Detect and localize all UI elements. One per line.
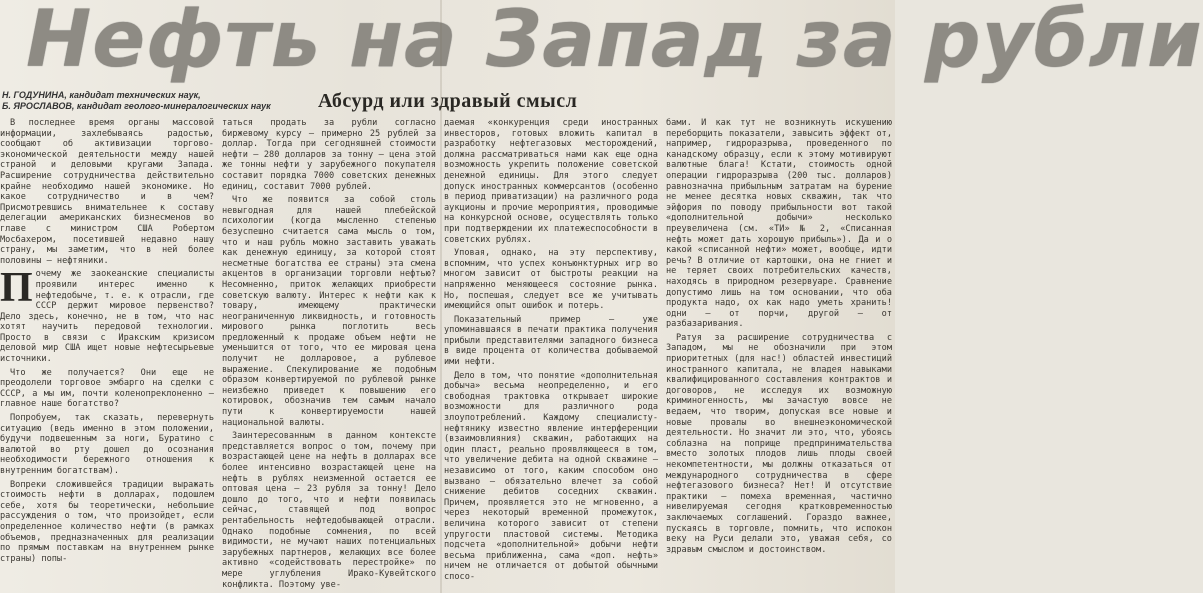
paragraph: Вопреки сложившейся традиции выражать стоимость нефти в долларах, подошлем себе, хотя бы теоретически, небольшие рассуждения о том, что произойдет, если определенное количество нефти (в рамках объемов, предназначенных для реализации по прямым поставкам на внутреннем рынке страны) попы- (0, 479, 214, 564)
paragraph: Уповая, однако, на эту перспективу, вспомним, что успех конъюнктурных игр во многом зависит от быстроты реакции на напряженно меняющееся состояние рынка. Но, поспешая, следует все же учитывать имеющийся опыт ошибок и потерь. (444, 248, 658, 312)
paragraph-dropcap (0, 265, 214, 365)
paragraph: даемая «конкуренция среди иностранных инвесторов, готовых вложить капитал в разработку нефтегазовых месторождений, должна рассматриваться нами как еще одна возможность укрепить положение советской денежной единицы. Для этого следует допуск иностранных коммерсантов (особенно в период приватизации) на различного рода аукционы и прочие мероприятия, проводимые на конкурсной основе, осуществлять только при подтверждении их платежеспособности в советских рублях. (444, 118, 658, 245)
subtitle: Абсурд или здравый смысл (318, 90, 578, 112)
paragraph: Дело в том, что понятие «дополнительная добыча» весьма неопределенно, и его свободная трактовка открывает широкие возможности для различного рода злоупотреблений. Каждому специалисту-нефтянику известно явление интерференции (взаимовлияния) скважин, работающих на один пласт, реально проявляющееся в том, что увеличение дебита на одной скважине — независимо от того, каким способом оно вызвано — обязательно влечет за собой снижение дебитов соседних скважин. Причем, проявляется это не мгновенно, а через некоторый временной промежуток, величина которого зависит от степени упругости пластовой системы. Методика подсчета «дополнительной» добычи нефти весьма приближенна, сама «доп. нефть» ничем не отличается от добытой обычными спосо- (444, 370, 658, 582)
author-2: Б. ЯРОСЛАВОВ, кандидат геолого-минералогических наук (2, 101, 271, 111)
paragraph-text: очему же заокеанские специалисты проявили интерес именно к нефтедобыче, т. е. к отрасли, где СССР держит мировое первенство? Дело здесь, конечно, не в том, что нас хотят научить передовой технологии. Просто в связи с Иракским кризисом деловой мир США ищет новые нефтесырьевые источники. (0, 269, 214, 365)
paper-fold (440, 0, 442, 593)
paragraph: таться продать за рубли согласно биржевому курсу — примерно 25 рублей за доллар. Тогда при сегодняшней стоимости нефти — 280 долларов за тонну — цена этой же тонны нефти у зарубежного покупателя составит порядка 7000 советских денежных единиц, составит 7000 рублей. (222, 118, 436, 192)
byline (2, 90, 302, 112)
paragraph: Заинтересованным в данном контексте представляется вопрос о том, почему при возрастающей цене на нефть в долларах все более интенсивно возрастающей цене на нефть в рублях неизменной остается ее оптовая цена — 23 рубля за тонну! Дело дошло до того, что и нефти появилась сейчас, ставящей под вопрос рентабельность нефтедобывающей отрасли. Однако подобные сомнения, по всей видимости, не мучают наших потенциальных зарубежных партнеров, желающих все более активно «содействовать перестройке» по мере углубления Ирако-Кувейтского конфликта. Поэтому уве- (222, 431, 436, 590)
column-4 (666, 118, 892, 593)
column-2 (222, 118, 436, 593)
paragraph: Попробуем, так сказать, перевернуть ситуацию (ведь именно в этом положении, будучи подвешенным за ноги, Буратино с валютой во рту дошел до осознания необходимости бережного отношения к внутренним богатствам). (0, 413, 214, 476)
paragraph: Что же появится за собой столь невыгодная для нашей плебейской психологии (когда мысленно степенью безуспешно считается сама мысль о том, что и наш рубль можно заставить уважать как денежную единицу, за которой стоят несметные богатства ее страны) эта смена акцентов в организации торговли нефтью? Несомненно, приток желающих приобрести советскую валюту. Интерес к нефти как к товару, имеющему практически неограниченную ликвидность, и готовность мирового рынка поглотить весь предложенный к продаже объем нефти не уменьшится от того, что ее мировая цена получит не долларовое, а рублевое выражение. Спекулирование же подобным образом конвертируемой по рублевой рынке неизбежно приведет к повышению его котировок, обозначив тем самым начало пути к конвертируемости нашей национальной валюты. (222, 195, 436, 428)
dropcap-letter: П (0, 265, 33, 312)
paragraph: бами. И как тут не возникнуть искушению переборщить показатели, завысить эффект от, например, гидроразрыва, проведенного по канадскому образцу, если к этому мотивируют валютные блага! Кстати, стоимость одной операции гидроразрыва (200 тыс. долларов) равнозначна прибыльным затратам на бурение не менее десятка новых скважин, так что эйфория по поводу прибыльности вот такой «дополнительной добычи» несколько преувеличена (см. «ТИ» № 2, «Списанная нефть может дать хорошую прибыль»). Да и о какой «списанной нефти» может, вообще, идти речь? В отличие от картошки, она не гниет и не теряет своих потребительских качеств, находясь в природном резервуаре. Сравнение допустимо лишь на том основании, что оба продукта надо, ох как надо уметь хранить! одни — от порчи, другой — от разбазаривания. (666, 118, 892, 330)
paragraph: В последнее время органы массовой информации, захлебываясь радостью, сообщают об активизации торгово-экономической деятельности между нашей страной и деловыми кругами Запада. Расширение сотрудничества действительно крайне необходимо нашей экономике. Но какое сотрудничество и в чем? Присмотревшись внимательнее к составу делегации американских бизнесменов во главе с министром США Робертом Мосбахером, посетившей недавно нашу страну, мы заметим, что в ней более половины — нефтяники. (0, 118, 214, 266)
headline: Нефть на Запад за рубли (26, 0, 1203, 85)
column-3 (444, 118, 658, 593)
column-1 (0, 118, 214, 593)
paragraph: Показательный пример — уже упоминавшаяся в печати практика получения прибыли представителями западного бизнеса в виде процента от количества добываемой ими нефти. (444, 314, 658, 368)
paragraph: Ратуя за расширение сотрудничества с Западом, мы не обозначили при этом приоритетных (для нас!) областей инвестиций иностранного капитала, не владея навыками квалифицированного составления контрактов и договоров, не исследуя их возможную криминогенность, мы зачастую вовсе не ведаем, что творим, допуская все новые и новые провалы во внешнеэкономической деятельности. Но значит ли это, что, убоясь соблазна на поприще предпринимательства вместо золотых плодов лишь плоды своей некомпетентности, мы должны отказаться от международного сотрудничества в сфере нефтегазового бизнеса? Нет! И отсутствие практики — помеха временная, частично нивелируемая сегодня кратковременностью заключаемых соглашений. Гораздо важнее, пускаясь в торговле, помнить, что испокон веку на Руси делали это, уважая себя, со здравым смыслом и достоинством. (666, 332, 892, 555)
paragraph: Что же получается? Они еще не преодолели торговое эмбарго на сделки с СССР, а мы им, почти коленопреклоненно — главное наше богатство? (0, 367, 214, 410)
author-1: Н. ГОДУНИНА, кандидат технических наук, (2, 90, 201, 100)
